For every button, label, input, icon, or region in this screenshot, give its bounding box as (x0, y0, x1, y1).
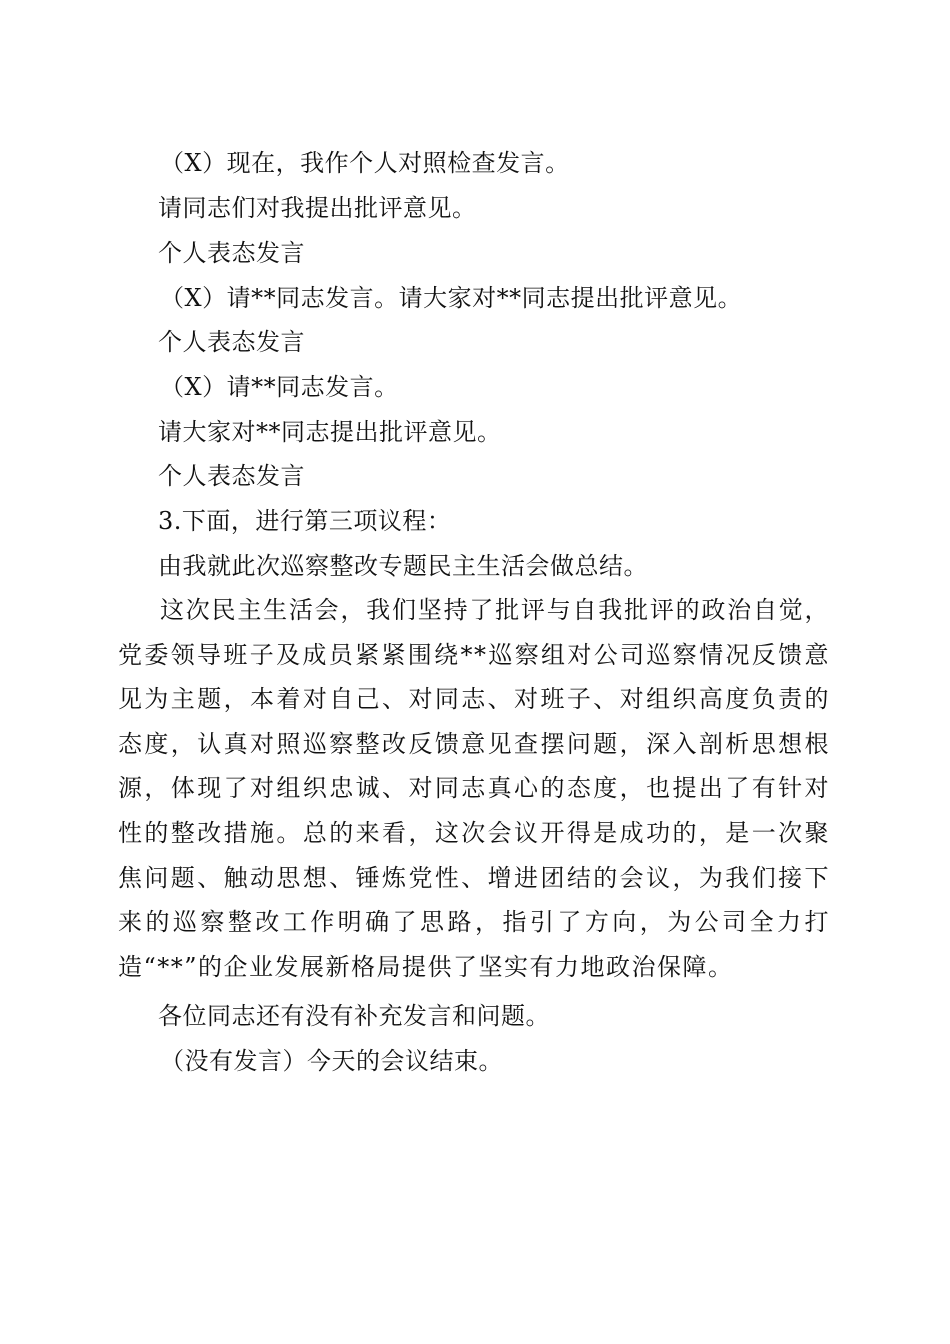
meeting-end-line: （没有发言）今天的会议结束。 (160, 1047, 503, 1075)
agenda-line-summary-intro: 由我就此次巡察整改专题民主生活会做总结。 (158, 552, 648, 580)
agenda-line-personal-statement: 个人表态发言 (158, 462, 305, 490)
agenda-line-personal-statement: 个人表态发言 (158, 328, 305, 356)
summary-paragraph: 这次民主生活会，我们坚持了批评与自我批评的政治自觉，党委领导班子及成员紧紧围绕**巡察组对公司巡察情况反馈意见为主题，本着对自己、对同志、对班子、对组织高度负责的态度，认真对照巡察整改反馈意见查摆问题，深入剖析思想根源，体现了对组织忠诚、对同志真心的态度，也提出了有针对性的整改措施。总的来看，这次会议开得是成功的，是一次聚焦问题、触动思想、锤炼党性、增进团结的会议，为我们接下来的巡察整改工作明确了思路，指引了方向，为公司全力打造“**”的企业发展新格局提供了坚实有力地政治保障。 (118, 596, 830, 981)
agenda-line-request-criticism: 请大家对**同志提出批评意见。 (158, 418, 502, 446)
agenda-line-self-review: （X）现在，我作个人对照检查发言。 (160, 149, 570, 177)
agenda-line-comrade-speech: （X）请**同志发言。 (160, 373, 399, 401)
agenda-line-comrade-speech: （X）请**同志发言。请大家对**同志提出批评意见。 (160, 284, 743, 312)
agenda-item-third: 3.下面，进行第三项议程： (158, 507, 452, 535)
agenda-line-personal-statement: 个人表态发言 (158, 239, 305, 267)
agenda-line-request-criticism: 请同志们对我提出批评意见。 (158, 194, 477, 222)
closing-question-line: 各位同志还有没有补充发言和问题。 (158, 1002, 550, 1030)
